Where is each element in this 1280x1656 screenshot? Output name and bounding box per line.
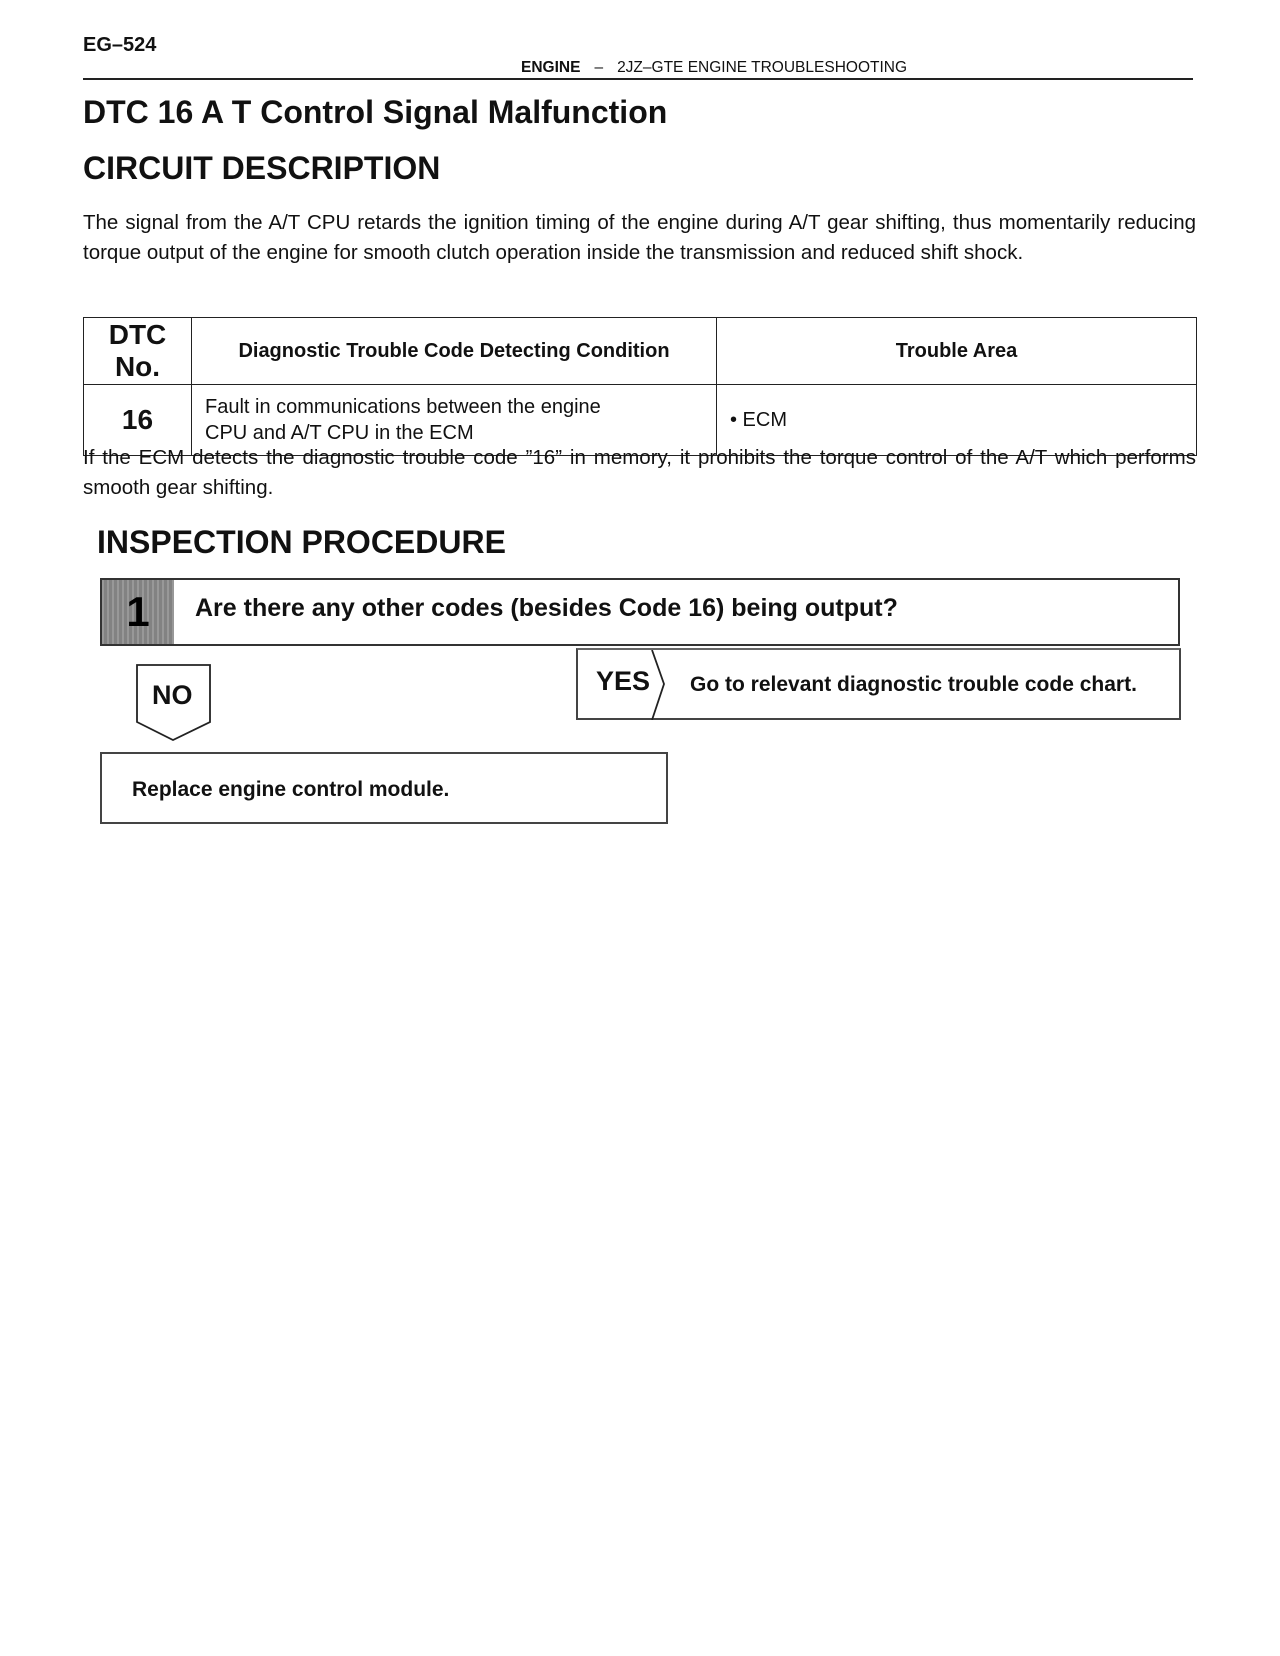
no-action-text: Replace engine control module.: [132, 778, 450, 801]
inspection-procedure-heading: INSPECTION PROCEDURE: [97, 524, 506, 560]
step-number-badge: 1: [102, 580, 174, 644]
no-action-box: [100, 752, 668, 824]
page-title: DTC 16 A T Control Signal Malfunction: [83, 94, 668, 130]
header-separator: –: [594, 59, 604, 76]
running-header: [521, 59, 907, 77]
column-header-trouble-area: Trouble Area: [717, 318, 1197, 385]
column-header-dtc-no: DTC No.: [84, 318, 192, 385]
yes-branch-box: [576, 648, 1181, 720]
circuit-description-heading: CIRCUIT DESCRIPTION: [83, 150, 441, 186]
page-code: EG–524: [83, 34, 157, 56]
cell-dtc-no: 16: [84, 385, 192, 456]
table-header-row: [84, 318, 1197, 385]
condition-line: Fault in communications between the engine: [205, 396, 601, 418]
step-question: Are there any other codes (besides Code 16) being output?: [195, 594, 898, 622]
no-label: NO: [152, 680, 193, 710]
column-header-condition: Diagnostic Trouble Code Detecting Condition: [192, 318, 717, 385]
yes-label: YES: [596, 666, 651, 696]
condition-line: CPU and A/T CPU in the ECM: [205, 422, 474, 444]
header-section: ENGINE: [521, 59, 581, 76]
dtc-note-text: If the ECM detects the diagnostic trouble code ”16” in memory, it prohibits the torque control of the A/T which performs smooth gear shifting.: [83, 446, 1196, 499]
header-rule: [83, 78, 1193, 80]
yes-action-text: Go to relevant diagnostic trouble code chart.: [690, 673, 1137, 696]
circuit-description-text: The signal from the A/T CPU retards the ignition timing of the engine during A/T gear shifting, thus momentarily reducing torque output of the engine for smooth clutch operation inside the transmission and reduced shift shock.: [83, 211, 1196, 264]
yes-chevron-icon: [650, 650, 672, 720]
header-subsection: 2JZ–GTE ENGINE TROUBLESHOOTING: [617, 59, 908, 76]
cell-trouble-area: • ECM: [717, 385, 1197, 456]
step-1-box: [100, 578, 1180, 646]
dtc-table: [83, 317, 1197, 456]
